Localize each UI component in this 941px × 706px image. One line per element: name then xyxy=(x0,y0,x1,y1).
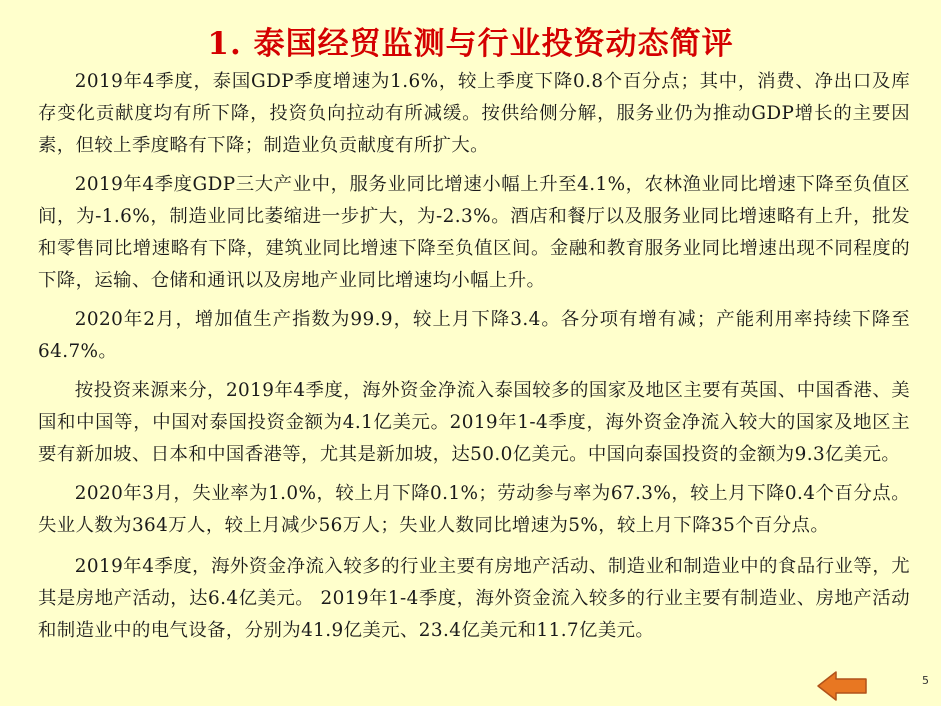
slide-title: 1. 泰国经贸监测与行业投资动态简评 xyxy=(207,26,734,62)
paragraph-unemployment: 2020年3月，失业率为1.0%，较上月下降0.1%；劳动参与率为67.3%，较上月下降0.4个百分点。失业人数为364万人，较上月减少56万人；失业人数同比增速为5%，较上月下降35个百分点。 xyxy=(38,483,910,536)
paragraph-investment-source: 按投资来源来分，2019年4季度，海外资金净流入泰国较多的国家及地区主要有英国、中国香港、美国和中国等，中国对泰国投资金额为4.1亿美元。2019年1-4季度，海外资金净流入较大的国家及地区主要有新加坡、日本和中国香港等，尤其是新加坡，达50.0亿美元。中国向泰国投资的金额为9.3亿美元。 xyxy=(38,380,910,465)
page-number: 5 xyxy=(922,674,929,687)
paragraph-investment-industry: 2019年4季度，海外资金净流入较多的行业主要有房地产活动、制造业和制造业中的食品行业等，尤其是房地产活动，达6.4亿美元。 2019年1-4季度，海外资金流入较多的行业主要有制造业、房地产活动和制造业中的电气设备，分别为41.9亿美元、23.4亿美元和11.7亿美元。 xyxy=(38,556,910,641)
left-arrow-icon[interactable] xyxy=(816,670,868,702)
paragraph-production-index: 2020年2月，增加值生产指数为99.9，较上月下降3.4。各分项有增有减；产能利用率持续下降至64.7%。 xyxy=(38,309,910,362)
paragraph-gdp: 2019年4季度，泰国GDP季度增速为1.6%，较上季度下降0.8个百分点；其中，消费、净出口及库存变化贡献度均有所下降，投资负向拉动有所减缓。按供给侧分解，服务业仍为推动GDP增长的主要因素，但较上季度略有下降；制造业负贡献度有所扩大。 xyxy=(38,71,910,156)
slide-body xyxy=(38,66,910,654)
paragraph-industries: 2019年4季度GDP三大产业中，服务业同比增速小幅上升至4.1%，农林渔业同比增速下降至负值区间，为-1.6%，制造业同比萎缩进一步扩大，为-2.3%。酒店和餐厅以及服务业同比增速略有上升，批发和零售同比增速略有下降，建筑业同比增速下降至负值区间。金融和教育服务业同比增速出现不同程度的下降，运输、仓储和通讯以及房地产业同比增速均小幅上升。 xyxy=(38,174,910,291)
